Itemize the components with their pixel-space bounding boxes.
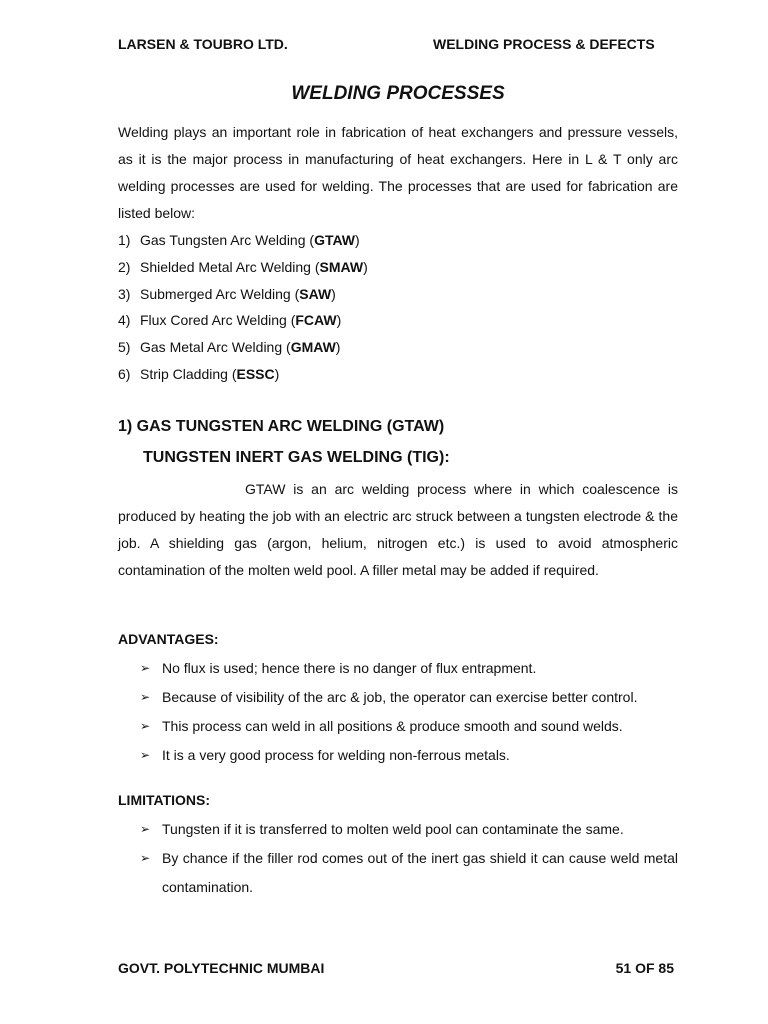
intro-paragraph: Welding plays an important role in fabrication of heat exchangers and pressure vessels, as it is the major process in manufacturing of heat exchangers. Here in L & T only arc welding processes are used for welding. The processes that are used for fabrication are listed below: [118,124,678,221]
list-item: ➢ No flux is used; hence there is no danger of flux entrapment. [140,654,678,683]
advantages-list [140,654,678,770]
process-abbreviation: ESSC [236,365,275,382]
page-footer [118,960,678,978]
arrow-bullet-icon: ➢ [140,690,151,704]
process-abbreviation: GMAW [290,339,336,356]
process-item: 1) Gas Tungsten Arc Welding (GTAW) [118,232,360,248]
arrow-bullet-icon: ➢ [140,851,151,865]
list-item: ➢ Tungsten if it is transferred to molten weld pool can contaminate the same. [140,815,678,844]
section-subheading: TUNGSTEN INERT GAS WELDING (TIG): [143,449,450,466]
header-company: LARSEN & TOUBRO LTD. [118,36,288,52]
advantages-heading: ADVANTAGES: [118,631,219,647]
page-number: 51 OF 85 [615,960,674,976]
section-heading: 1) GAS TUNGSTEN ARC WELDING (GTAW) [118,418,445,435]
page-header [118,36,678,54]
process-abbreviation: SMAW [319,258,364,275]
header-topic: WELDING PROCESS & DEFECTS [433,36,655,52]
page-title: WELDING PROCESSES [291,83,505,104]
footer-institution: GOVT. POLYTECHNIC MUMBAI [118,960,325,976]
process-item: 5) Gas Metal Arc Welding (GMAW) [118,339,341,356]
list-item: ➢ It is a very good process for welding non-ferrous metals. [140,741,678,770]
list-item: ➢ By chance if the filler rod comes out of the inert gas shield it can cause weld metal contamination. [140,844,678,902]
gtaw-description: GTAW is an arc welding process where in which coalescence is produced by heating the job with an electric arc struck between a tungsten electrode & the job. A shielding gas (argon, helium, nitrogen etc.) is used to avoid atmospheric contamination of the molten weld pool. A filler metal may be added if required. [118,481,678,578]
limitations-heading: LIMITATIONS: [118,792,211,808]
arrow-bullet-icon: ➢ [140,748,151,762]
limitations-list [140,815,678,902]
process-abbreviation: GTAW [314,232,356,248]
process-abbreviation: SAW [299,285,332,302]
process-item: 2) Shielded Metal Arc Welding (SMAW) [118,258,368,275]
process-item: 6) Strip Cladding (ESSC) [118,365,280,382]
arrow-bullet-icon: ➢ [140,822,151,836]
arrow-bullet-icon: ➢ [140,719,151,733]
process-abbreviation: FCAW [295,312,337,329]
list-item: ➢ This process can weld in all positions & produce smooth and sound welds. [140,712,678,741]
arrow-bullet-icon: ➢ [140,661,151,675]
list-item: ➢ Because of visibility of the arc & job, the operator can exercise better control. [140,683,678,712]
process-list [118,227,678,388]
process-item: 4) Flux Cored Arc Welding (FCAW) [118,312,342,329]
process-item: 3) Submerged Arc Welding (SAW) [118,285,336,302]
